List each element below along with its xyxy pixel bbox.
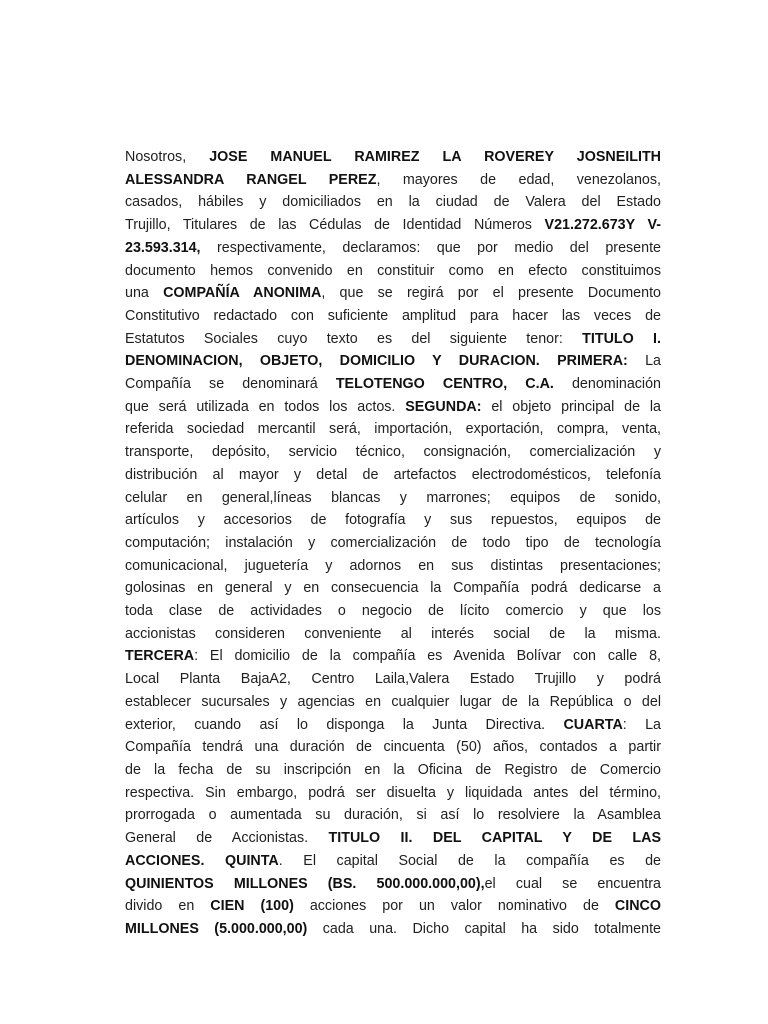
bold-text-run: MILLONES (5.000.000,00) (125, 920, 308, 937)
text-run: respectivamente, declaramos: que por medio del presente (200, 239, 661, 256)
text-run: referida sociedad mercantil será, importación, exportación, compra, venta, (125, 421, 661, 438)
text-line (125, 464, 661, 487)
text-line (125, 441, 661, 464)
text-line (125, 487, 661, 510)
text-run: celular en general,líneas blancas y marrones; equipos de sonido, (125, 489, 661, 506)
text-line (125, 918, 661, 941)
text-line (125, 714, 661, 737)
text-line (125, 509, 661, 532)
text-line (125, 668, 661, 691)
bold-text-run: TITULO II. DEL CAPITAL Y DE LAS (328, 830, 661, 847)
text-line (125, 555, 661, 578)
text-line (125, 146, 661, 169)
text-line (125, 850, 661, 873)
text-run: acciones por un valor nominativo de (293, 898, 615, 915)
text-run: toda clase de actividades o negocio de lícito comercio y que los (125, 603, 661, 620)
text-run: respectiva. Sin embargo, podrá ser disuelta y liquidada antes del término, (125, 784, 661, 801)
text-run: prorrogada o aumentada su duración, si así lo resolviere la Asamblea (125, 807, 661, 824)
text-line (125, 645, 661, 668)
text-run: denominación (553, 376, 661, 393)
text-line (125, 691, 661, 714)
bold-text-run: CINCO (614, 898, 661, 915)
bold-text-run: QUINIENTOS MILLONES (BS. 500.000.000,00), (125, 875, 485, 892)
text-run: : El domicilio de la compañía es Avenida Bolívar con calle 8, (194, 648, 661, 665)
text-line (125, 873, 661, 896)
text-line (125, 350, 661, 373)
text-run: accionistas consideren conveniente al interés social de la misma. (125, 625, 661, 642)
text-run: Compañía tendrá una duración de cincuenta (50) años, contados a partir (125, 739, 661, 756)
text-run: General de Accionistas. (125, 830, 329, 847)
text-line (125, 804, 661, 827)
text-line (125, 418, 661, 441)
text-run: Estatutos Sociales cuyo texto es del siguiente tenor: (125, 330, 583, 347)
text-run: documento hemos convenido en constituir como en efecto constituimos (125, 262, 661, 279)
text-run: de la fecha de su inscripción en la Oficina de Registro de Comercio (125, 761, 661, 778)
text-run: , que se regirá por el presente Documento (321, 285, 661, 302)
text-line (125, 895, 661, 918)
text-run: artículos y accesorios de fotografía y sus repuestos, equipos de (125, 512, 661, 529)
text-run: . El capital Social de la compañía es de (278, 852, 662, 869)
text-run: : La (622, 716, 661, 733)
text-run: el cual se encuentra (484, 875, 661, 892)
text-run: La (627, 353, 661, 370)
bold-text-run: DENOMINACION, OBJETO, DOMICILIO Y DURACION. PRIMERA: (125, 353, 628, 370)
text-line (125, 827, 661, 850)
text-run: transporte, depósito, servicio técnico, consignación, comercialización y (125, 444, 661, 461)
text-run: , mayores de edad, venezolanos, (376, 171, 661, 188)
text-run: Compañía se denominará (125, 376, 336, 393)
text-run: exterior, cuando así lo disponga la Junta Directiva. (125, 716, 564, 733)
bold-text-run: ACCIONES. QUINTA (125, 852, 279, 869)
text-line (125, 260, 661, 283)
bold-text-run: CIEN (100) (210, 898, 294, 915)
text-run: una (125, 285, 164, 302)
text-line (125, 532, 661, 555)
bold-text-run: 23.593.314, (125, 239, 201, 256)
text-line (125, 736, 661, 759)
text-line (125, 600, 661, 623)
bold-text-run: SEGUNDA: (405, 398, 482, 415)
text-line (125, 169, 661, 192)
text-run: distribución al mayor y detal de artefactos electrodomésticos, telefonía (125, 466, 661, 483)
text-run: casados, hábiles y domiciliados en la ciudad de Valera del Estado (125, 194, 661, 211)
text-line (125, 577, 661, 600)
text-run: Local Planta BajaA2, Centro Laila,Valera Estado Trujillo y podrá (125, 671, 661, 688)
bold-text-run: TERCERA (125, 648, 195, 665)
document-body (125, 146, 661, 941)
text-line (125, 282, 661, 305)
bold-text-run: TITULO I. (582, 330, 661, 347)
text-run: divido en (125, 898, 211, 915)
text-run: cada una. Dicho capital ha sido totalmente (307, 920, 661, 937)
text-run: Constitutivo redactado con suficiente amplitud para hacer las veces de (125, 307, 661, 324)
text-run: Nosotros, (125, 149, 210, 165)
text-run: el objeto principal de la (481, 398, 661, 415)
text-run: comunicacional, juguetería y adornos en sus distintas presentaciones; (125, 557, 661, 574)
bold-text-run: CUARTA (563, 716, 623, 733)
text-run: Trujillo, Titulares de las Cédulas de Identidad Números (125, 217, 545, 234)
text-run: golosinas en general y en consecuencia la Compañía podrá dedicarse a (125, 580, 661, 597)
text-run: establecer sucursales y agencias en cualquier lugar de la República o del (125, 693, 661, 710)
text-line (125, 237, 661, 260)
text-line (125, 305, 661, 328)
text-line (125, 396, 661, 419)
text-run: que será utilizada en todos los actos. (125, 398, 406, 415)
bold-text-run: COMPAÑÍA ANONIMA (163, 285, 322, 302)
bold-text-run: ALESSANDRA RANGEL PEREZ (125, 171, 377, 188)
text-line (125, 623, 661, 646)
text-line (125, 191, 661, 214)
text-line (125, 328, 661, 351)
bold-text-run: JOSE MANUEL RAMIREZ LA ROVEREY JOSNEILITH (209, 149, 661, 165)
text-line (125, 782, 661, 805)
text-run: computación; instalación y comercialización de todo tipo de tecnología (125, 534, 661, 551)
text-line (125, 214, 661, 237)
bold-text-run: TELOTENGO CENTRO, C.A. (335, 376, 554, 393)
text-line (125, 759, 661, 782)
text-line (125, 373, 661, 396)
bold-text-run: V21.272.673Y V- (544, 217, 661, 234)
